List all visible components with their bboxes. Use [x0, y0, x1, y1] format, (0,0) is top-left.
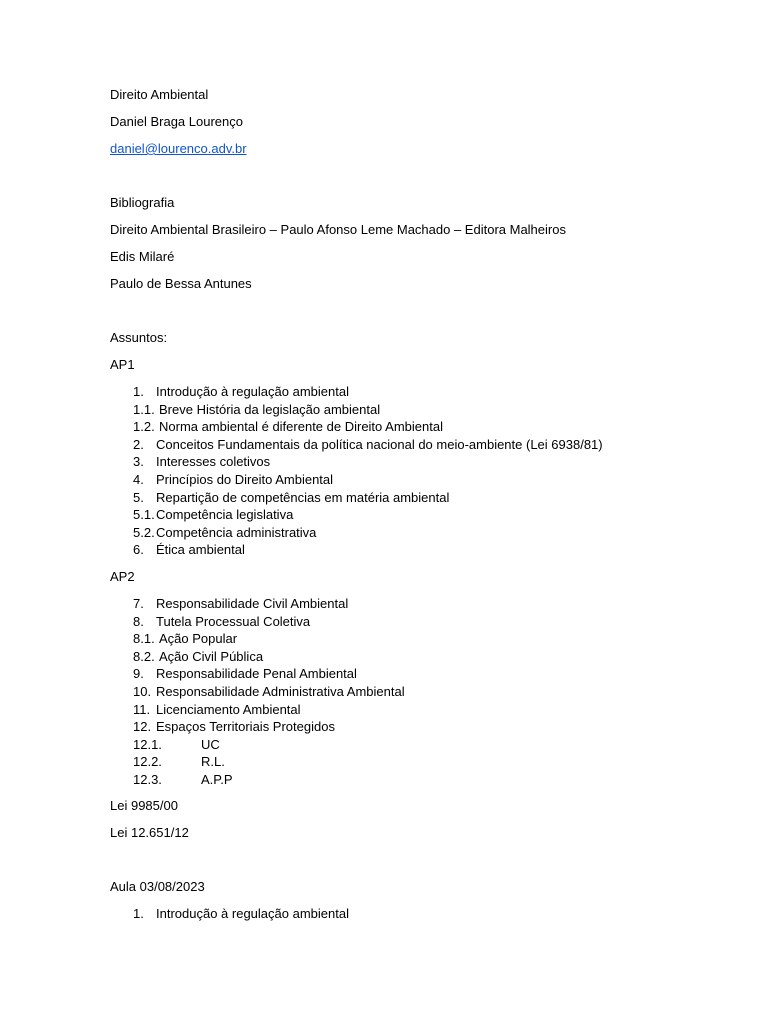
ap1-list: [110, 383, 750, 559]
list-item-number: 12.: [133, 719, 152, 735]
ap2-label: AP2: [110, 568, 135, 584]
law-reference: Lei 9985/00: [110, 798, 178, 814]
list-item-number: 4.: [133, 471, 144, 487]
list-item-number: 12.3.: [133, 771, 162, 787]
list-item-number: 12.1.: [133, 736, 162, 752]
list-item: [110, 524, 750, 542]
ap2-list: [110, 595, 750, 789]
subjects-heading: Assuntos:: [110, 330, 168, 345]
document-page: [110, 86, 750, 932]
blank-line: [110, 851, 750, 878]
list-item: [110, 453, 750, 471]
list-item: [110, 436, 750, 454]
list-item-text: Espaços Territoriais Protegidos: [156, 719, 335, 735]
list-item-number: 8.: [133, 613, 144, 629]
list-item-number: 12.2.: [133, 754, 162, 770]
list-item: [110, 665, 750, 683]
author-name: Daniel Braga Lourenço: [110, 114, 243, 129]
list-item-number: 8.2.: [133, 648, 155, 664]
list-item-number: 8.1.: [133, 631, 155, 647]
list-item: [110, 648, 750, 666]
list-item-text: Ação Popular: [159, 631, 238, 647]
list-item-text: Introdução à regulação ambiental: [156, 384, 349, 399]
list-item: [110, 383, 750, 401]
list-item-number: 6.: [133, 542, 144, 558]
list-item-number: 5.1.: [133, 507, 155, 523]
list-item-number: 3.: [133, 454, 144, 470]
ap1-label: AP1: [110, 357, 135, 372]
list-item: [110, 683, 750, 701]
list-item-text: Responsabilidade Penal Ambiental: [156, 666, 357, 682]
list-item-text: Introdução à regulação ambiental: [156, 906, 349, 922]
list-item: [110, 718, 750, 736]
email-link[interactable]: daniel@lourenco.adv.br: [110, 141, 247, 156]
list-item-text: Responsabilidade Administrativa Ambiental: [156, 683, 405, 699]
list-item: [110, 753, 750, 771]
bibliography-item: Paulo de Bessa Antunes: [110, 276, 252, 291]
list-item-text: Ação Civil Pública: [159, 648, 264, 664]
list-item: [110, 541, 750, 559]
list-item: [110, 418, 750, 436]
list-item-number: 7.: [133, 595, 144, 611]
bibliography-item: Edis Milaré: [110, 249, 175, 264]
list-item: [110, 613, 750, 631]
list-item-number: 5.: [133, 489, 144, 505]
list-item: [110, 401, 750, 419]
list-item-text: Ética ambiental: [156, 542, 245, 558]
list-item: [110, 489, 750, 507]
list-item-text: Competência legislativa: [156, 507, 294, 523]
blank-line: [110, 167, 750, 194]
list-item-number: 1.2.: [133, 419, 155, 435]
list-item: [110, 905, 750, 923]
list-item-number: 10.: [133, 683, 152, 699]
list-item: [110, 630, 750, 648]
blank-line: [110, 302, 750, 329]
list-item: [110, 736, 750, 754]
list-item-text: R.L.: [201, 754, 225, 770]
list-item: [110, 471, 750, 489]
list-item-number: 1.: [133, 906, 144, 922]
list-item: [110, 771, 750, 789]
course-title: Direito Ambiental: [110, 87, 209, 102]
list-item-number: 5.2.: [133, 524, 155, 540]
author-email: [110, 140, 750, 157]
list-item-number: 11.: [133, 701, 151, 717]
bibliography-heading: Bibliografia: [110, 195, 175, 210]
list-item-text: Repartição de competências em matéria ambiental: [156, 489, 450, 505]
list-item-text: Competência administrativa: [156, 524, 317, 540]
list-item-text: Princípios do Direito Ambiental: [156, 471, 334, 487]
list-item-number: 9.: [133, 666, 144, 682]
list-item: [110, 701, 750, 719]
list-item-text: UC: [201, 736, 220, 752]
list-item-text: Tutela Processual Coletiva: [156, 613, 311, 629]
list-item: [110, 595, 750, 613]
list-item-text: Interesses coletivos: [156, 454, 271, 470]
list-item-text: Breve História da legislação ambiental: [159, 401, 381, 417]
bibliography-item: Direito Ambiental Brasileiro – Paulo Afonso Leme Machado – Editora Malheiros: [110, 222, 566, 237]
list-item-text: Conceitos Fundamentais da política nacional do meio-ambiente (Lei 6938/81): [156, 436, 603, 452]
lesson-list: [110, 905, 750, 923]
list-item-number: 1.1.: [133, 401, 155, 417]
list-item-text: Licenciamento Ambiental: [156, 701, 301, 717]
law-reference: Lei 12.651/12: [110, 825, 189, 841]
lesson-date: Aula 03/08/2023: [110, 879, 205, 895]
list-item-number: 2.: [133, 436, 144, 452]
list-item-text: A.P.P: [201, 771, 233, 787]
list-item-text: Norma ambiental é diferente de Direito Ambiental: [159, 419, 443, 435]
list-item-number: 1.: [133, 384, 144, 399]
list-item: [110, 506, 750, 524]
list-item-text: Responsabilidade Civil Ambiental: [156, 595, 349, 611]
